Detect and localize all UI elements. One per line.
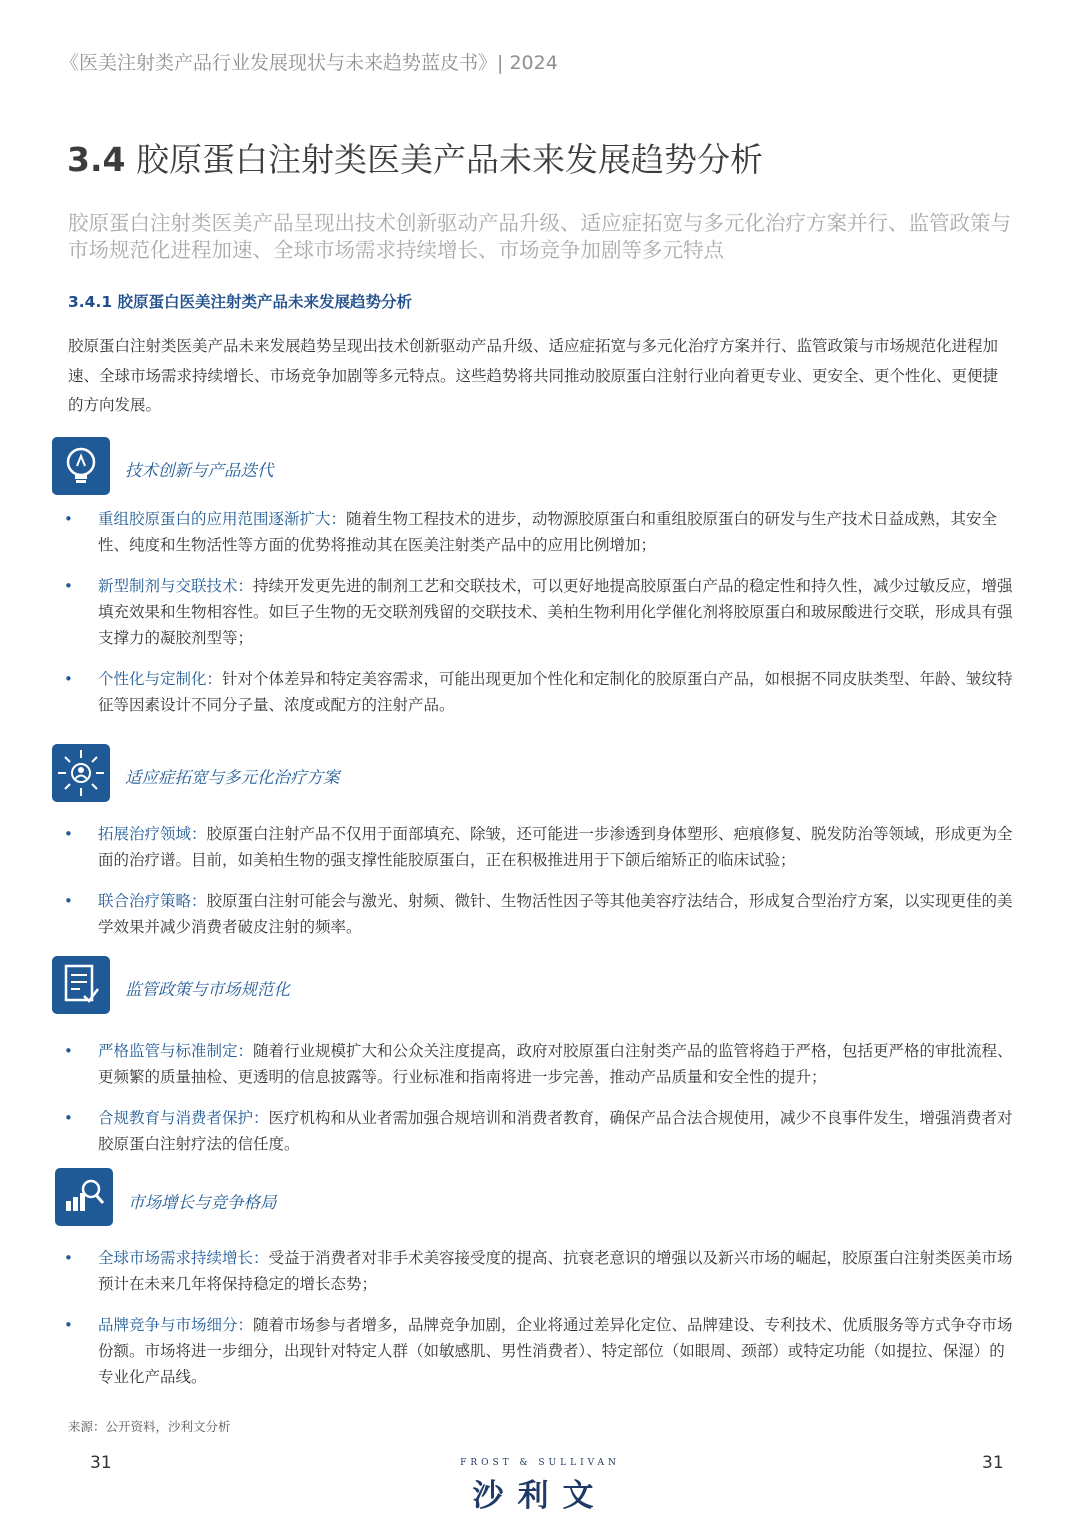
page-number-left: 31 bbox=[90, 1453, 112, 1473]
bullet-list-indication bbox=[62, 821, 1017, 955]
bullet-icon: • bbox=[64, 1109, 73, 1127]
bullet-icon: • bbox=[64, 1042, 73, 1060]
page-number-right: 31 bbox=[982, 1453, 1004, 1473]
bullet-icon: • bbox=[64, 825, 73, 843]
bullet-icon: • bbox=[64, 577, 73, 595]
section-subtitle: 胶原蛋白注射类医美产品呈现出技术创新驱动产品升级、适应症拓宽与多元化治疗方案并行、监管政策与市场规范化进程加速、全球市场需求持续增长、市场竞争加剧等多元特点 bbox=[68, 211, 1011, 262]
bullet-list-market bbox=[62, 1245, 1017, 1405]
section-title-text: 胶原蛋白注射类医美产品未来发展趋势分析 bbox=[135, 140, 763, 179]
section-title bbox=[67, 134, 763, 181]
bullet-icon: • bbox=[64, 1249, 73, 1267]
list-item: • 联合治疗策略：胶原蛋白注射可能会与激光、射频、微针、生物活性因子等其他美容疗法结合，形成复合型治疗方案，以实现更佳的美学效果并减少消费者破皮注射的频率。 bbox=[62, 888, 1017, 940]
section-number: 3.4 bbox=[67, 140, 126, 179]
list-item: • 严格监管与标准制定：随着行业规模扩大和公众关注度提高，政府对胶原蛋白注射类产品的监管将趋于严格，包括更严格的审批流程、更频繁的质量抽检、更透明的信息披露等。行业标准和指南将进一步完善，推动产品质量和安全性的提升； bbox=[62, 1038, 1017, 1090]
brand-logo-chinese: 沙利文 bbox=[472, 1478, 608, 1514]
intro-paragraph: 胶原蛋白注射类医美产品未来发展趋势呈现出技术创新驱动产品升级、适应症拓宽与多元化治疗方案并行、监管政策与市场规范化进程加速、全球市场需求持续增长、市场竞争加剧等多元特点。这些趋势将共同推动胶原蛋白注射行业向着更专业、更安全、更个性化、更便捷的方向发展。 bbox=[68, 337, 999, 414]
subsection-title: 3.4.1 胶原蛋白医美注射类产品未来发展趋势分析 bbox=[68, 293, 413, 311]
bullet-icon: • bbox=[64, 510, 73, 528]
list-item: • 品牌竞争与市场细分：随着市场参与者增多，品牌竞争加剧，企业将通过差异化定位、品牌建设、专利技术、优质服务等方式争夺市场份额。市场将进一步细分，出现针对特定人群（如敏感肌、男性消费者）、特定部位（如眼周、颈部）或特定功能（如提拉、保湿）的专业化产品线。 bbox=[62, 1312, 1017, 1390]
list-item: • 新型制剂与交联技术：持续开发更先进的制剂工艺和交联技术，可以更好地提高胶原蛋白产品的稳定性和持久性，减少过敏反应，增强填充效果和生物相容性。如巨子生物的无交联剂残留的交联技术、美柏生物利用化学催化剂将胶原蛋白和玻尿酸进行交联，形成具有强支撑力的凝胶剂型等； bbox=[62, 573, 1017, 651]
category-title-tech: 技术创新与产品迭代 bbox=[125, 461, 274, 480]
document-check-icon bbox=[52, 956, 110, 1014]
brand-logo-english: FROST & SULLIVAN bbox=[460, 1458, 620, 1468]
bullet-icon: • bbox=[64, 1316, 73, 1334]
list-item: • 合规教育与消费者保护：医疗机构和从业者需加强合规培训和消费者教育，确保产品合法合规使用，减少不良事件发生，增强消费者对胶原蛋白注射疗法的信任度。 bbox=[62, 1105, 1017, 1157]
list-item: • 拓展治疗领域：胶原蛋白注射产品不仅用于面部填充、除皱，还可能进一步渗透到身体塑形、疤痕修复、脱发防治等领域，形成更为全面的治疗谱。目前，如美柏生物的强支撑性能胶原蛋白，正在积极推进用于下颌后缩矫正的临床试验； bbox=[62, 821, 1017, 873]
list-item: • 全球市场需求持续增长：受益于消费者对非手术美容接受度的提高、抗衰老意识的增强以及新兴市场的崛起，胶原蛋白注射类医美市场预计在未来几年将保持稳定的增长态势； bbox=[62, 1245, 1017, 1297]
category-title-regulation: 监管政策与市场规范化 bbox=[125, 980, 290, 999]
bullet-icon: • bbox=[64, 670, 73, 688]
source-note: 来源：公开资料，沙利文分析 bbox=[68, 1419, 231, 1434]
bullet-list-tech bbox=[62, 506, 1017, 733]
category-title-indication: 适应症拓宽与多元化治疗方案 bbox=[125, 768, 340, 787]
bullet-icon: • bbox=[64, 892, 73, 910]
header-title: 《医美注射类产品行业发展现状与未来趋势蓝皮书》| 2024 bbox=[60, 52, 558, 74]
market-growth-icon bbox=[55, 1168, 113, 1226]
list-item: • 个性化与定制化：针对个体差异和特定美容需求，可能出现更加个性化和定制化的胶原蛋白产品，如根据不同皮肤类型、年龄、皱纹特征等因素设计不同分子量、浓度或配方的注射产品。 bbox=[62, 666, 1017, 718]
lightbulb-icon bbox=[52, 437, 110, 495]
treatment-network-icon bbox=[52, 744, 110, 802]
list-item: • 重组胶原蛋白的应用范围逐渐扩大：随着生物工程技术的进步，动物源胶原蛋白和重组胶原蛋白的研发与生产技术日益成熟，其安全性、纯度和生物活性等方面的优势将推动其在医美注射类产品中的应用比例增加； bbox=[62, 506, 1017, 558]
category-title-market: 市场增长与竞争格局 bbox=[128, 1193, 277, 1212]
bullet-list-regulation bbox=[62, 1038, 1017, 1172]
